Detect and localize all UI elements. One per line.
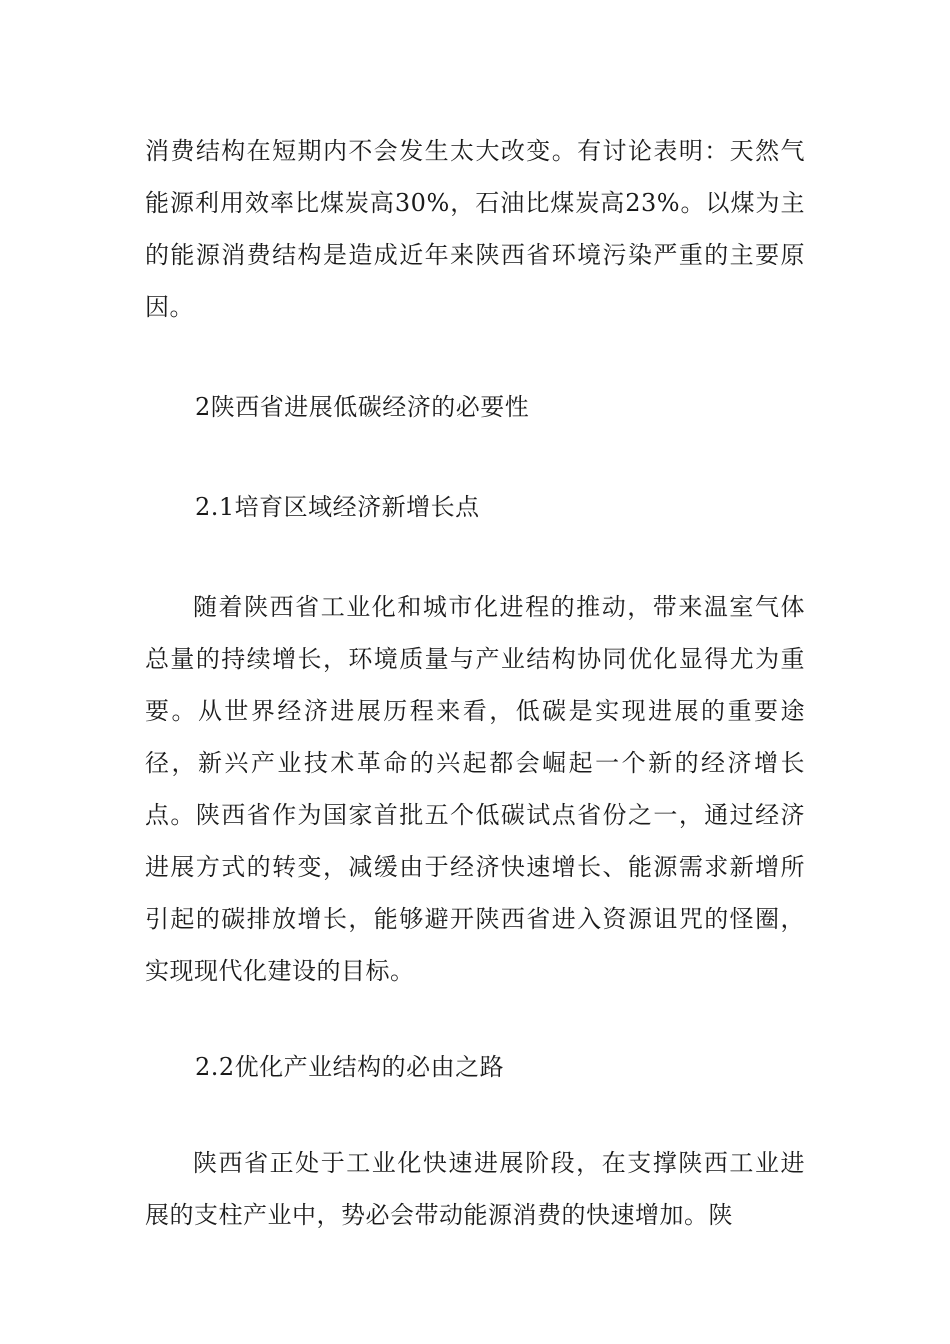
body-paragraph-growth-point: 随着陕西省工业化和城市化进程的推动，带来温室气体总量的持续增长，环境质量与产业结构协同优化显得尤为重要。从世界经济进展历程来看，低碳是实现进展的重要途径，新兴产业技术革命的兴起都会崛起一个新的经济增长点。陕西省作为国家首批五个低碳试点省份之一，通过经济进展方式的转变，减缓由于经济快速增长、能源需求新增所引起的碳排放增长，能够避开陕西省进入资源诅咒的怪圈，实现现代化建设的目标。	[145, 593, 805, 985]
document-page	[145, 125, 805, 1241]
section-heading-2: 2陕西省进展低碳经济的必要性	[195, 393, 530, 421]
subsection-heading-2-2: 2.2优化产业结构的必由之路	[195, 1053, 505, 1081]
subsection-heading-2-1: 2.1培育区域经济新增长点	[195, 493, 480, 521]
body-paragraph-energy-structure: 消费结构在短期内不会发生太大改变。有讨论表明：天然气能源利用效率比煤炭高30%，石油比煤炭高23%。以煤为主的能源消费结构是造成近年来陕西省环境污染严重的主要原因。	[145, 137, 805, 321]
body-paragraph-industrial-structure: 陕西省正处于工业化快速进展阶段，在支撑陕西工业进展的支柱产业中，势必会带动能源消费的快速增加。陕	[145, 1149, 805, 1229]
